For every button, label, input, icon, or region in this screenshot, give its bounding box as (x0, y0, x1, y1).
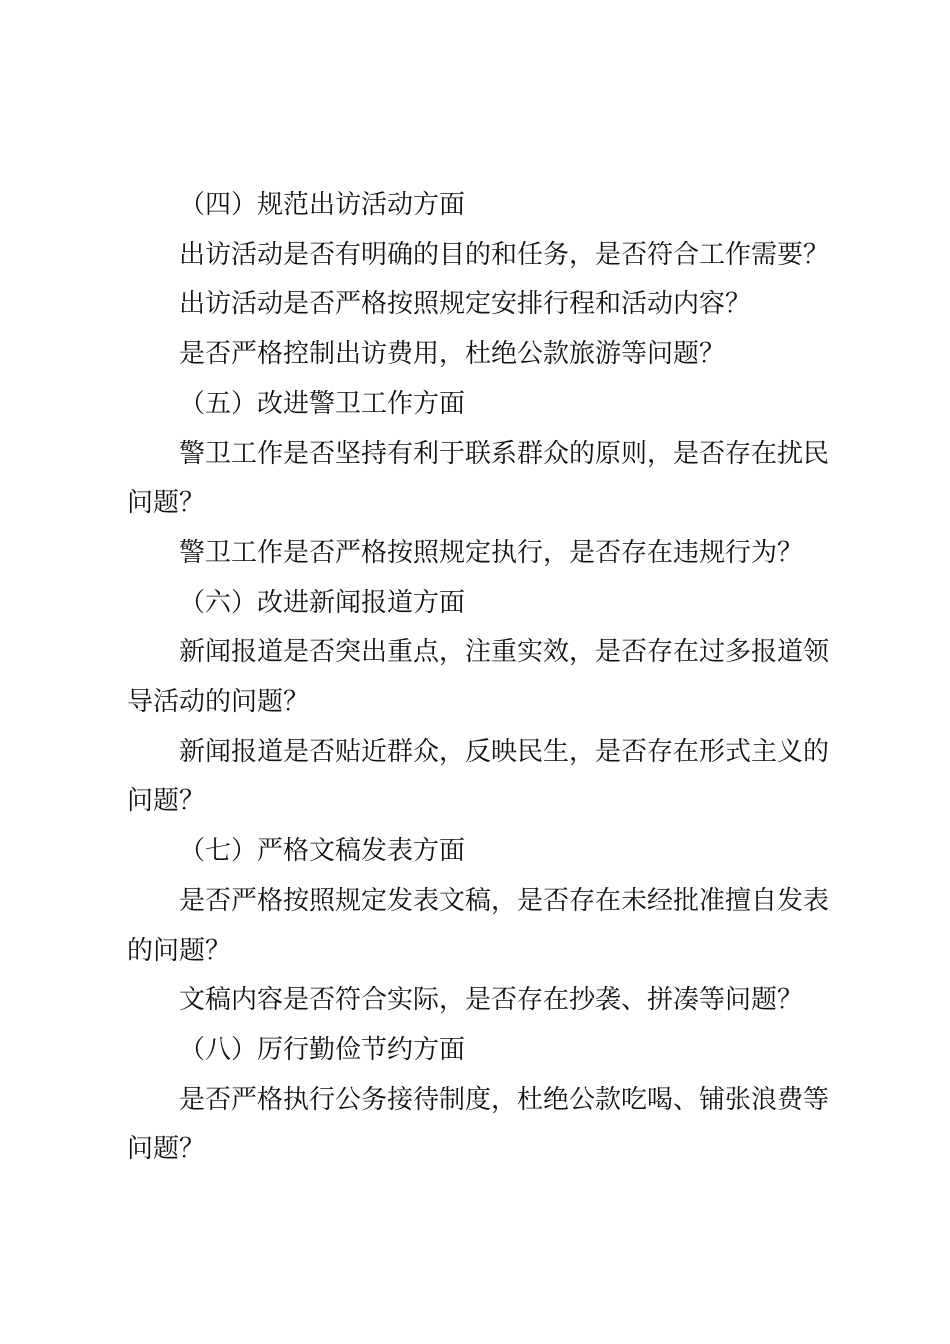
paragraph (127, 628, 835, 727)
section-heading-6: （六）改进新闻报道方面 (179, 587, 466, 618)
section-heading-7: （七）严格文稿发表方面 (179, 836, 466, 867)
paragraph (127, 430, 835, 529)
paragraph: 出访活动是否有明确的目的和任务，是否符合工作需要？ (179, 239, 830, 270)
paragraph-line: 新闻报道是否贴近群众，反映民生，是否存在形式主义的 (179, 736, 830, 767)
document-body (127, 181, 835, 1175)
paragraph-line: 问题？ (127, 1134, 206, 1165)
paragraph: 警卫工作是否严格按照规定执行，是否存在违规行为？ (179, 537, 804, 568)
section-heading-5: （五）改进警卫工作方面 (179, 388, 466, 419)
paragraph: 文稿内容是否符合实际，是否存在抄袭、拼凑等问题？ (179, 985, 804, 1016)
paragraph-line: 问题？ (127, 488, 206, 519)
paragraph-line: 新闻报道是否突出重点，注重实效，是否存在过多报道领 (179, 637, 830, 668)
paragraph-line: 导活动的问题？ (127, 687, 310, 718)
section-heading-8: （八）厉行勤俭节约方面 (179, 1034, 466, 1065)
paragraph-line: 警卫工作是否坚持有利于联系群众的原则，是否存在扰民 (179, 438, 830, 469)
paragraph (127, 1076, 835, 1175)
paragraph: 出访活动是否严格按照规定安排行程和活动内容？ (179, 289, 752, 320)
paragraph-line: 问题？ (127, 786, 206, 817)
paragraph-line: 是否严格执行公务接待制度，杜绝公款吃喝、铺张浪费等 (179, 1084, 830, 1115)
paragraph (127, 728, 835, 827)
paragraph-line: 的问题？ (127, 935, 232, 966)
section-heading-4: （四）规范出访活动方面 (179, 190, 466, 220)
paragraph: 是否严格控制出访费用，杜绝公款旅游等问题？ (179, 339, 726, 370)
paragraph-line: 是否严格按照规定发表文稿，是否存在未经批准擅自发表 (179, 885, 830, 916)
paragraph (127, 877, 835, 976)
